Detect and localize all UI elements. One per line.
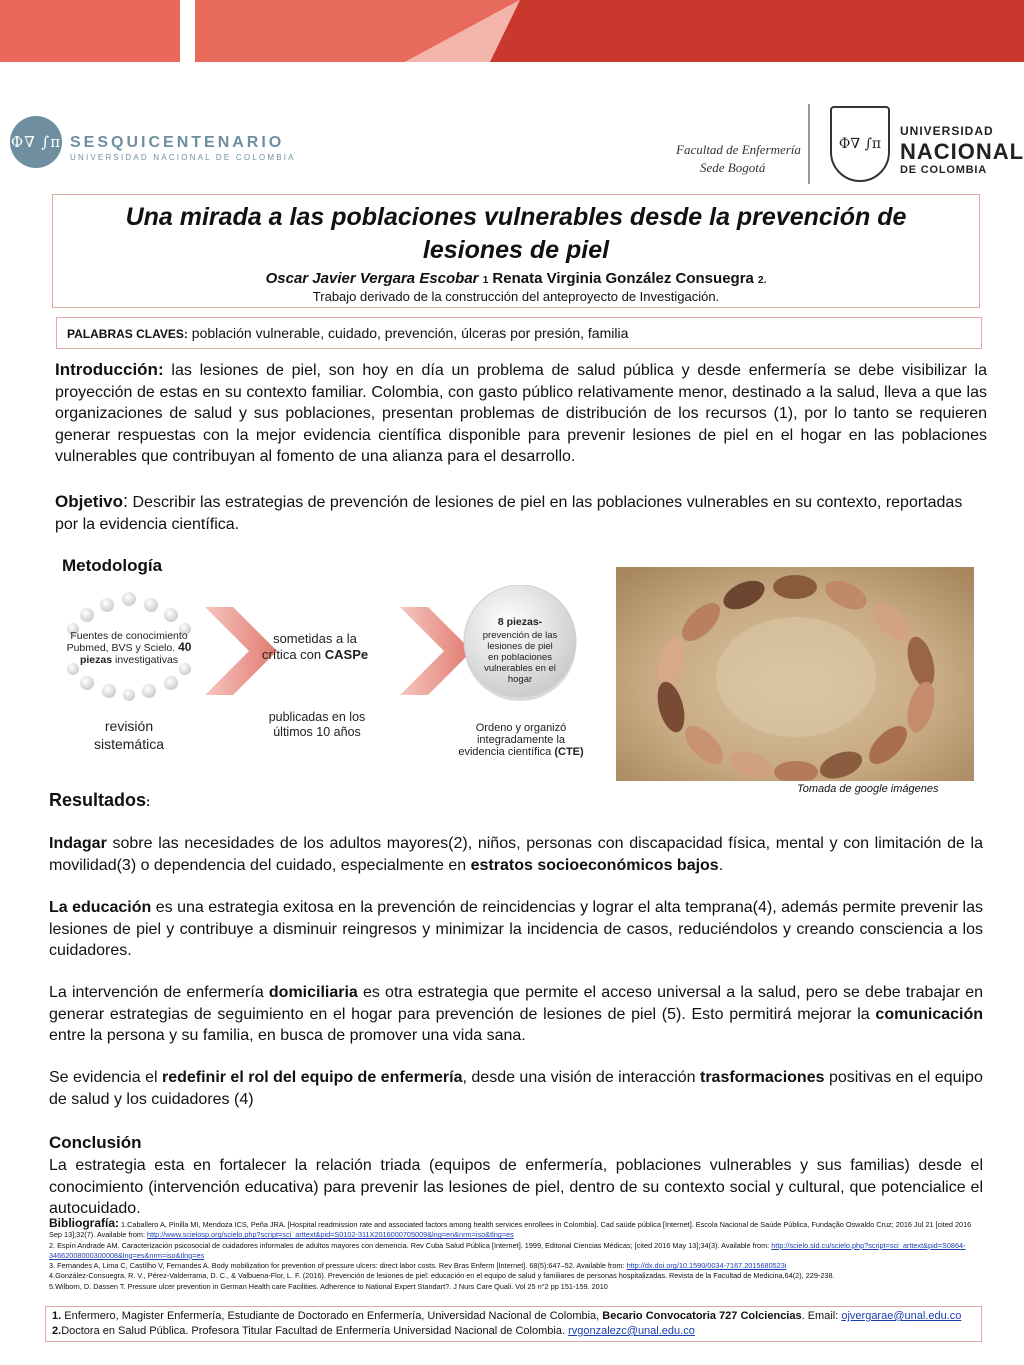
results-paragraph-1 — [49, 833, 983, 876]
step1-line3 — [80, 654, 178, 666]
bibliography-ref-4: 4.González-Consuegra, R. V., Pérez-Valderrama, D. C., & Valbuena-Flor, L. F. (2016). Prevención de lesiones de piel: educación en el equipo de salud y familiares de personas hospitalizadas. Revista de la Facultad de Medicina,64(2), 229-238. — [49, 1271, 835, 1281]
step1-line2 — [67, 640, 192, 654]
results-p4-text3: positivas en el equipo de salud y los cuidadores (4) — [49, 1069, 983, 1108]
faculty-name: Facultad de Enfermería — [676, 142, 801, 157]
sesquicentenario-title: SESQUICENTENARIO — [70, 134, 285, 151]
conclusion-heading: Conclusión — [49, 1133, 142, 1152]
footnote-1-email-link[interactable]: ojvergarae@unal.edu.co — [841, 1310, 962, 1322]
results-p1-bold2: estratos socioeconómicos bajos — [470, 856, 719, 874]
step3-line5: hogar — [507, 674, 533, 685]
ref2-link[interactable]: http://scielo.sld.cu/scielo.php?script=sci_arttext&pid=S0864-34662008000300008&lng=es&nrm=iso&tlng=es — [49, 1240, 966, 1260]
step3-caption-3-text: evidencia científica — [458, 746, 552, 758]
footnotes-box — [45, 1306, 982, 1342]
keywords-label: PALABRAS CLAVES: — [67, 327, 188, 341]
step2-caption-2: últimos 10 años — [273, 725, 361, 739]
results-paragraph-4 — [49, 1067, 983, 1110]
ref3-link[interactable]: http://dx.doi.org/10.1590/0034-7167.2015680523i — [626, 1261, 787, 1271]
keywords-text: población vulnerable, cuidado, prevención, úlceras por presión, familia — [191, 325, 629, 341]
bibliography-ref-3 — [49, 1261, 985, 1271]
bibliography-ref-1 — [49, 1218, 985, 1241]
methodology-heading: Metodología — [62, 556, 163, 575]
step3-line1: prevención de las — [482, 630, 558, 641]
step2-line2 — [262, 647, 368, 662]
results-p1-bold1: Indagar — [49, 835, 107, 852]
author-2: Renata Virginia González Consuegra — [492, 270, 754, 287]
results-heading — [49, 790, 150, 811]
results-colon: : — [146, 794, 151, 809]
bibliography-heading: Bibliografía: — [49, 1216, 120, 1230]
keywords-box — [56, 317, 982, 349]
footnote-2-text: Doctora en Salud Pública. Profesora Titular Facultad de Enfermería Universidad Nacional de Colombia. — [61, 1325, 566, 1337]
step3-caption-1: Ordeno y organizó — [475, 722, 567, 734]
header-shape-left — [0, 0, 180, 62]
step1-line3-bold: piezas — [79, 654, 113, 666]
results-p4-bold1: redefinir el rol del equipo de enfermería — [161, 1069, 463, 1086]
step1-caption-2: sistemática — [93, 736, 165, 752]
ref3-text: 3. Fernandes A, Lima C, Castilho V, Fernandes A. Body mobilization for prevention of pressure ulcers: direct labor costs. Rev Bras Enferm [Internet]. 68(5):647–52. Available from: — [49, 1261, 625, 1271]
footnote-1-text: Enfermero, Magister Enfermería, Estudiante de Doctorado en Enfermería, Universidad Nacional de Colombia, — [64, 1310, 600, 1322]
step1-line1: Fuentes de conocimiento — [70, 630, 188, 642]
ref1-text: 1.Caballero A, Pinilla MI, Mendoza ICS, Peña JRA. [Hospital readmission rate and associated factors among health services enrollees in Colombia]. Cad saúde pública [Internet]. Escola Nacional de Saúde Pública, Fundação Oswaldo Cruz; 2016 Jul 21 [cited 2016 Sep 13];32(7). Available from: — [49, 1220, 972, 1240]
results-p2-bold: La educación — [49, 899, 152, 916]
methodology-flow-diagram — [55, 585, 615, 765]
introduction-paragraph — [55, 359, 987, 468]
step1-bold-count: 40 — [178, 640, 192, 654]
sand-center — [716, 617, 876, 737]
ref2-text: 2. Espín Andrade AM. Caracterización psicosocial de cuidadores informales de adultos mayores con demencia. Rev Cuba Salud Pública [Internet]. 1999, Editorial Ciencias Médicas; [cited 2016 May 13];34(3). Available from: — [49, 1240, 770, 1250]
step3-title: 8 piezas- — [497, 616, 543, 628]
university-name-line3: DE COLOMBIA — [900, 164, 988, 176]
introduction-text: las lesiones de piel, son hoy en día un problema de salud pública y desde enfermería se debe visibilizar la proyección de estas en su contexto familiar. Colombia, con gasto público relativamente menor, destinado a la salud, lleva a que las organizaciones de salud y sus poblaciones, presentan problemas de distribución de los recursos (1), por lo tanto se requieren generar respuestas con la mejor evidencia científica disponible para prevenir lesiones de piel en el hogar en las poblaciones vulnerables que contribuyan al fomento de una alianza para el desarrollo. — [55, 362, 988, 465]
results-paragraph-3 — [49, 982, 983, 1047]
university-name-line2: NACIONAL — [900, 139, 1024, 164]
results-p2-text: es una estrategia exitosa en la prevención de reincidencias y lograr el alta temprana(4), además permite prevenir las lesiones de piel y contribuye a disminuir reingresos y minimizar la incidencia de casos, reduciéndolos y creando consciencia a los cuidadores. — [49, 899, 984, 959]
results-p3-text2: es otra estrategia que permite el acceso universal a la salud, pero se debe trabajar en generar estrategias de seguimiento en el hogar para prevención de lesiones de piel (5). Esto permitirá mejorar la — [49, 984, 984, 1023]
results-p4-text1: Se evidencia el — [49, 1069, 158, 1086]
footnote-1-email-label: . Email: — [801, 1310, 839, 1322]
footnote-2 — [52, 1324, 975, 1339]
introduction-label: Introducción: — [55, 360, 164, 379]
footnote-1 — [52, 1309, 975, 1324]
sesquicentenario-subtitle: UNIVERSIDAD NACIONAL DE COLOMBIA — [70, 153, 296, 162]
authors — [53, 270, 979, 287]
results-p3-text3: entre la persona y su familia, en busca de promover una vida sana. — [49, 1027, 526, 1044]
footnote-1-num: 1. — [52, 1310, 62, 1322]
university-shield-icon: Φ∇ ∫π — [830, 106, 890, 182]
title-line-1: Una mirada a las poblaciones vulnerables desde la prevención de — [125, 203, 907, 231]
poster-title — [53, 201, 979, 267]
title-line-2: lesiones de piel — [422, 236, 610, 264]
hands-circle-photo — [616, 567, 974, 781]
step1-line3-text: investigativas — [115, 654, 179, 666]
step3-caption-2: integradamente la — [476, 734, 566, 746]
conclusion-text: La estrategia esta en fortalecer la relación triada (equipos de enfermería, poblaciones vulnerables y sus familias) desde el conocimiento (intervención educativa) para prevenir las lesiones de piel, dentro de su contexto social y cultural, que potencialice el autocuidado. — [49, 1157, 983, 1217]
author-1-sup: 1 — [482, 275, 489, 286]
objective-text: Describir las estrategias de prevención de lesiones de piel en las poblaciones vulnerables en su contexto, reportadas por la evidencia científica. — [55, 494, 963, 533]
faculty-sede: Sede Bogotá — [700, 160, 766, 175]
author-2-sup: 2. — [758, 275, 767, 286]
step3-caption-3 — [458, 746, 584, 758]
step2-bold: CASPe — [324, 647, 369, 662]
bibliography — [49, 1218, 985, 1292]
sesquicentenario-logo: Φ∇ ∫π — [10, 116, 62, 168]
bibliography-ref-5: 5.Wilborn, D. Dassen T. Pressure ulcer prevention in German Health care Facilities. Adherence to National Expert Standart?. J Nurs Care Quali. Vol 25 n°2 pp 151-159. 2010 — [49, 1281, 608, 1291]
header-shape-right — [490, 0, 1024, 62]
header-divider — [808, 104, 810, 184]
objective-label: Objetivo — [55, 492, 124, 511]
objective-paragraph — [55, 491, 987, 535]
step3-line4: vulnerables en el — [484, 663, 556, 674]
ref1-link[interactable]: http://www.scielosp.org/scielo.php?script=sci_arttext&pid=S0102-311X2016000705009&lng=en&nrm=iso&tlng=es — [147, 1230, 514, 1240]
photo-caption: Tomada de google imágenes — [797, 783, 939, 795]
results-paragraph-2 — [49, 897, 983, 962]
results-p4-text2: , desde una visión de interacción — [462, 1069, 696, 1086]
objective-colon: : — [123, 491, 129, 511]
results-p3-bold1: domiciliaria — [268, 984, 358, 1001]
author-1: Oscar Javier Vergara Escobar — [265, 270, 479, 287]
step2-line2-text: crítica con — [261, 647, 322, 662]
footnote-2-email-link[interactable]: rvgonzalezc@unal.edu.co — [568, 1325, 695, 1337]
header-decoration — [0, 0, 1024, 110]
derived-note: Trabajo derivado de la construcción del anteproyecto de Investigación. — [312, 289, 720, 304]
step3-caption-bold: (CTE) — [554, 746, 584, 758]
footnote-2-num: 2. — [52, 1325, 62, 1337]
step2-caption-1: publicadas en los — [268, 710, 366, 724]
step2-line1: sometidas a la — [273, 631, 357, 646]
step1-line2-text: Pubmed, BVS y Scielo. — [66, 642, 176, 654]
results-p3-bold2: comunicación — [875, 1005, 983, 1023]
flow-arrow-2 — [400, 607, 472, 695]
step1-caption-1: revisión — [104, 718, 154, 734]
results-heading-text: Resultados — [49, 790, 147, 810]
results-p3-text1: La intervención de enfermería — [49, 984, 264, 1001]
step3-line3: en poblaciones — [488, 652, 552, 663]
university-name-line1: UNIVERSIDAD — [900, 124, 994, 138]
bibliography-ref-2 — [49, 1241, 985, 1262]
title-box — [52, 194, 980, 308]
results-p4-bold2: trasformaciones — [700, 1069, 825, 1086]
step3-line2: lesiones de piel — [487, 641, 553, 652]
results-p1-end: . — [718, 856, 724, 874]
results-p1-text1: sobre las necesidades de los adultos mayores(2), niños, personas con discapacidad física, mental y con limitación de la movilidad(3) o dependencia del cuidado, especialmente en — [49, 835, 984, 874]
footnote-1-bold: Becario Convocatoria 727 Colciencias — [602, 1310, 802, 1322]
